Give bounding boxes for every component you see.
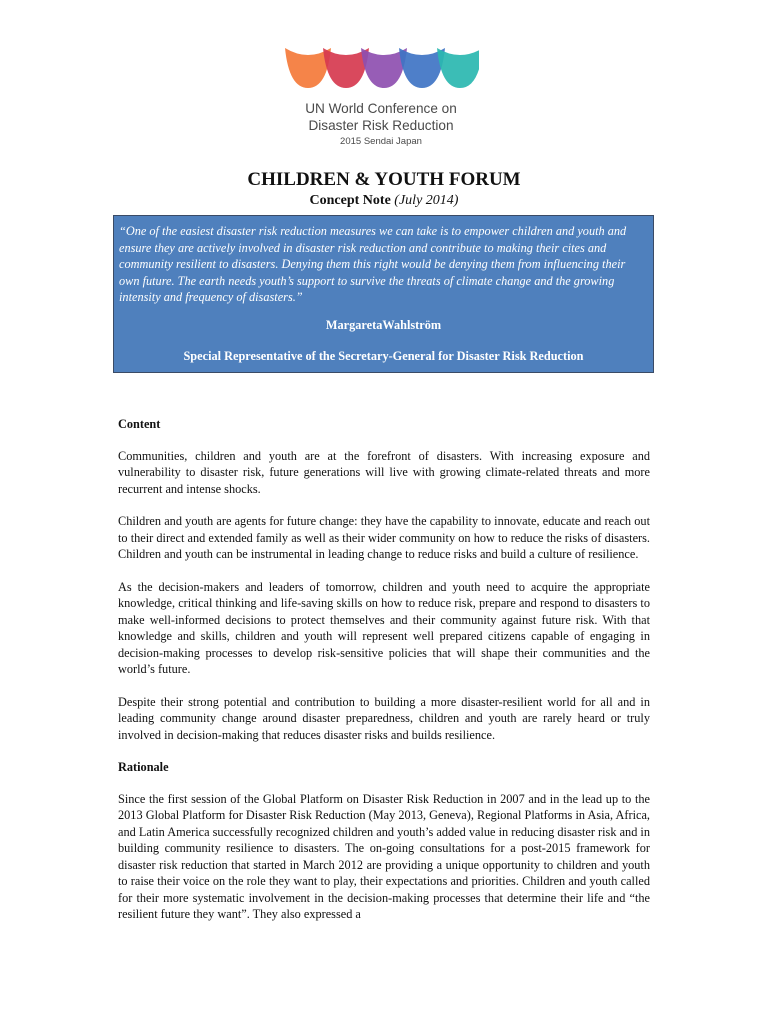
page-title: CHILDREN & YOUTH FORUM xyxy=(247,169,521,190)
conference-line-2: Disaster Risk Reduction xyxy=(308,118,454,133)
page-subtitle xyxy=(0,192,768,209)
conference-name xyxy=(250,100,512,148)
quote-author-role: Special Representative of the Secretary-General for Disaster Risk Reduction xyxy=(183,348,584,363)
content-paragraph-1: Communities, children and youth are at the forefront of disasters. With increasing exposure and vulnerability to disaster risk, future generations will live with growing climate-related threats and more recurrent and intense shocks. xyxy=(118,448,650,496)
document-body xyxy=(118,416,650,939)
conference-line-3: 2015 Sendai Japan xyxy=(340,136,422,147)
conference-line-1: UN World Conference on xyxy=(305,101,457,116)
subtitle-date: (July 2014) xyxy=(394,193,459,208)
rationale-paragraph-1: Since the first session of the Global Platform on Disaster Risk Reduction in 2007 and in the lead up to the 2013 Global Platform for Disaster Risk Reduction (May 2013, Geneva), Regional Platforms in Asia, Africa, and Latin America successfully recognized children and youth’s added value in reducing disaster risk and in building community resilience to disasters. The on-going consultations for a post-2015 framework for disaster risk reduction that started in March 2012 are providing a unique opportunity to children and youth to raise their voice on the role they want to play, their expectations and priorities. Children and youth called for their more systematic involvement in the decision-making processes that determine their life and “the resilient future they want”. They also expressed a xyxy=(118,791,650,921)
rationale-heading: Rationale xyxy=(118,760,169,774)
quote-author: MargaretaWahlström xyxy=(325,317,442,332)
content-paragraph-2: Children and youth are agents for future change: they have the capability to innovate, educate and reach out to their direct and extended family as well as their wider community on how to reduce the risks of disasters. Children and youth can be instrumental in leading change to reduce risks and build a culture of resilience. xyxy=(118,514,650,561)
content-heading: Content xyxy=(118,417,161,431)
quote-text: “One of the easiest disaster risk reduction measures we can take is to empower children and youth and ensure they are actively involved in disaster risk reduction and contribute to making their cites and community resilient to disasters. Denying them this right would be denying them from influencing their own future. The earth needs youth’s support to survive the threats of climate change and the growing intensity and frequency of disasters.” xyxy=(119,224,627,305)
quote-box xyxy=(113,215,654,373)
content-paragraph-3: As the decision-makers and leaders of tomorrow, children and youth need to acquire the appropriate knowledge, critical thinking and life-saving skills on how to reduce risk, prepare and respond to disasters to make well-informed decisions to protect themselves and their community against future risk. With that knowledge and skills, children and youth will represent well prepared citizens capable of engaging in decision-making processes to develop risk-sensitive policies that will shape their communities and the world’s future. xyxy=(118,579,650,676)
logo-cup-5 xyxy=(437,48,479,88)
subtitle-label: Concept Note xyxy=(309,193,391,208)
content-paragraph-4: Despite their strong potential and contribution to building a more disaster-resilient world for all and in leading community change around disaster preparedness, children and youth are rarely heard or truly involved in decision-making that reduces disaster risks and builds resilience. xyxy=(118,694,650,742)
sendai-logo-icon xyxy=(283,44,479,92)
